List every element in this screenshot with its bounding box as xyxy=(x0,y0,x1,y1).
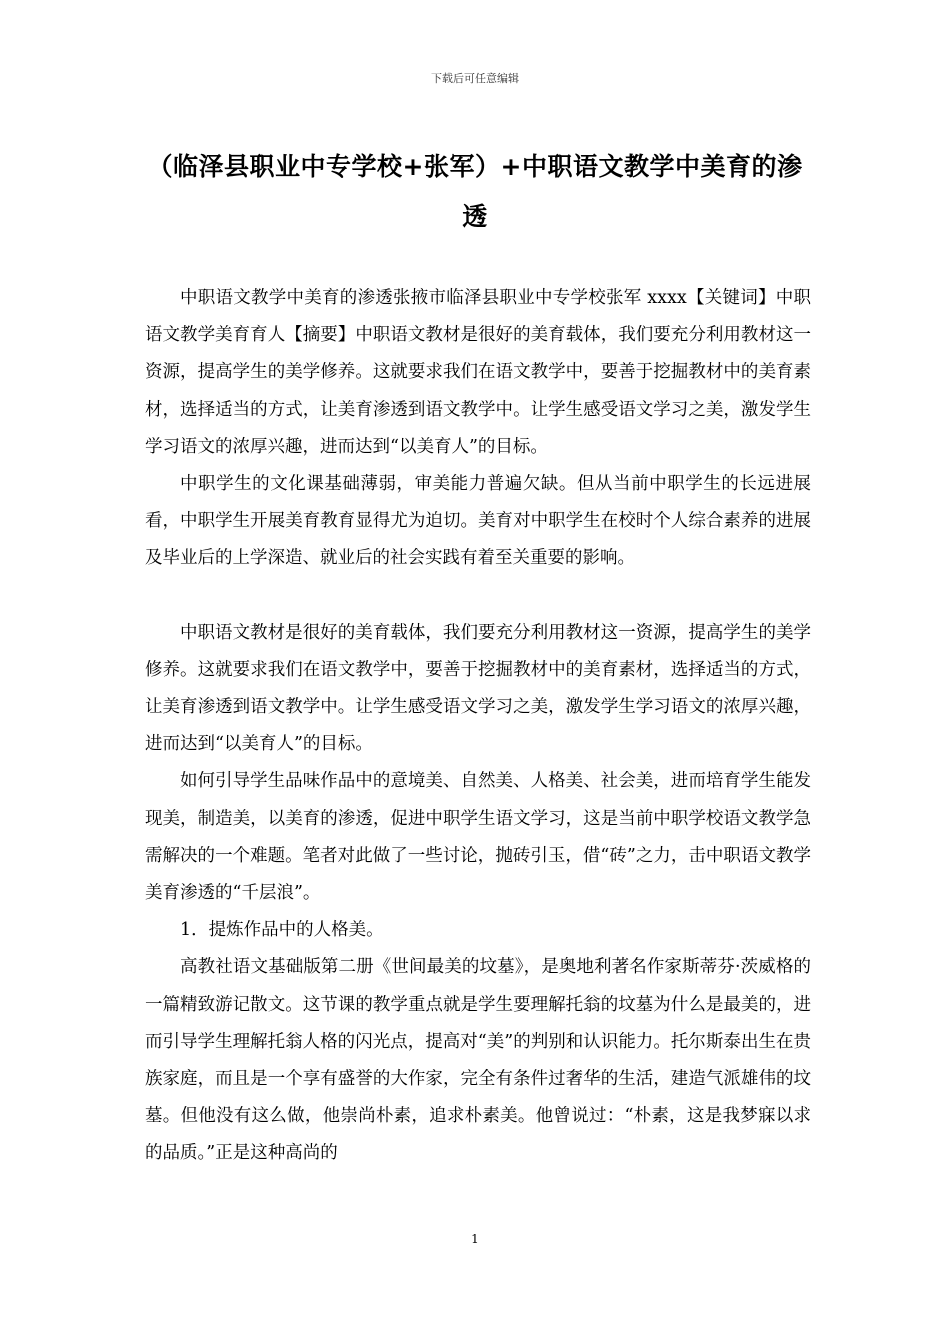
page-number: 1 xyxy=(471,1232,479,1246)
paragraph-abstract: 中职语文教学中美育的渗透张掖市临泽县职业中专学校张军 xxxx【关键词】中职语文教学美育育人【摘要】中职语文教材是很好的美育载体，我们要充分利用教材这一资源，提高学生的美学修养。这就要求我们在语文教学中，要善于挖掘教材中的美育素材，选择适当的方式，让美育渗透到语文教学中。让学生感受语文学习之美，激发学生学习语文的浓厚兴趣，进而达到“以美育人”的目标。 xyxy=(145,288,811,457)
paragraph-textbook: 中职语文教材是很好的美育载体，我们要充分利用教材这一资源，提高学生的美学修养。这就要求我们在语文教学中，要善于挖掘教材中的美育素材，选择适当的方式，让美育渗透到语文教学中。让学生感受语文学习之美，激发学生学习语文的浓厚兴趣，进而达到“以美育人”的目标。 xyxy=(145,622,811,755)
paragraph-background: 中职学生的文化课基础薄弱，审美能力普遍欠缺。但从当前中职学生的长远进展看，中职学生开展美育教育显得尤为迫切。美育对中职学生在校时个人综合素养的进展及毕业后的上学深造、就业后的社会实践有着至关重要的影响。 xyxy=(145,474,811,569)
section-heading-1: 1．提炼作品中的人格美。 xyxy=(180,920,384,941)
header-note: 下载后可任意编辑 xyxy=(431,72,519,85)
document-title: （临泽县职业中专学校+张军）+中职语文教学中美育的渗透 xyxy=(147,152,803,231)
paragraph-example: 高教社语文基础版第二册《世间最美的坟墓》，是奥地利著名作家斯蒂芬·茨威格的一篇精致游记散文。这节课的教学重点就是学生要理解托翁的坟墓为什么是最美的，进而引导学生理解托翁人格的闪光点，提高对“美”的判别和认识能力。托尔斯泰出生在贵族家庭，而且是一个享有盛誉的大作家，完全有条件过奢华的生活，建造气派雄伟的坟墓。但他没有这么做，他崇尚朴素，追求朴素美。他曾说过：“朴素，这是我梦寐以求的品质。”正是这种高尚的 xyxy=(145,957,811,1164)
paragraph-question: 如何引导学生品味作品中的意境美、自然美、人格美、社会美，进而培育学生能发现美，制造美，以美育的渗透，促进中职学生语文学习，这是当前中职学校语文教学急需解决的一个难题。笔者对此做了一些讨论，抛砖引玉，借“砖”之力，击中职语文教学美育渗透的“千层浪”。 xyxy=(145,771,811,904)
document-body xyxy=(145,280,811,1173)
